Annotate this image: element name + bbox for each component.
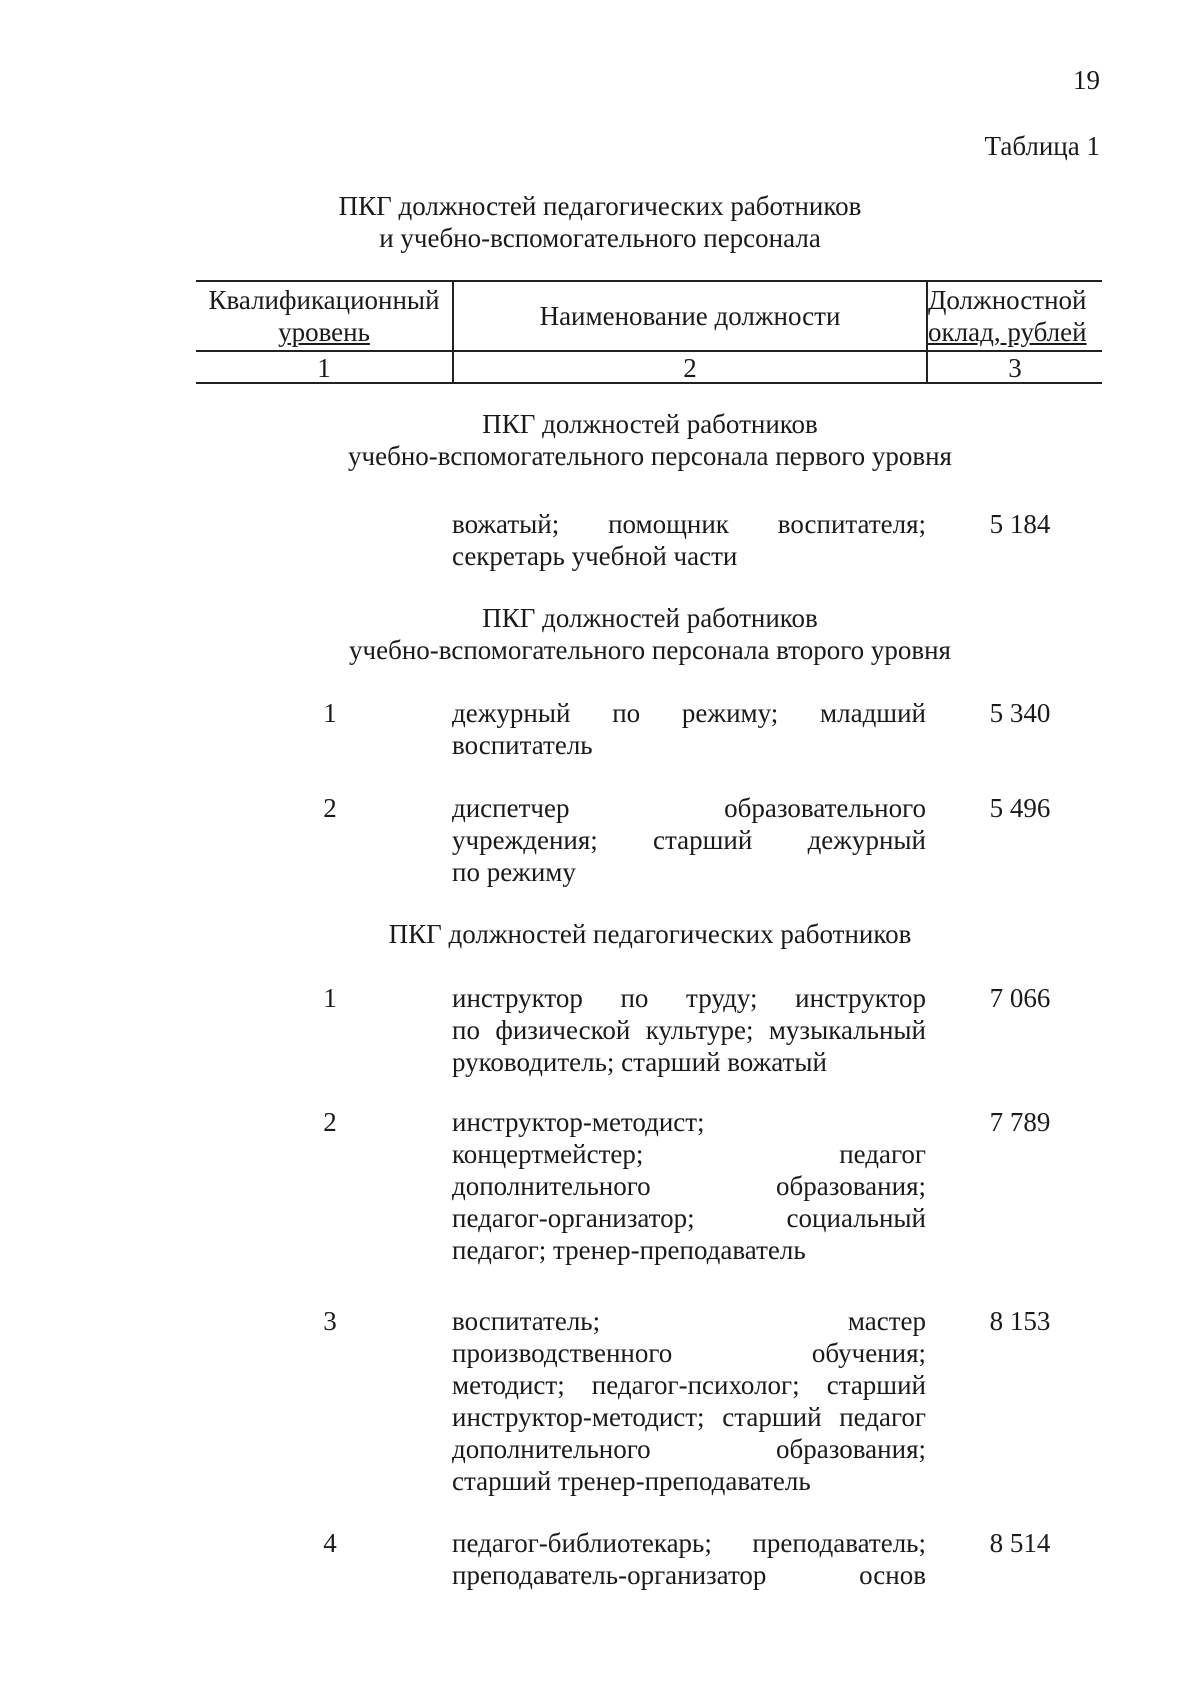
position-line: инструктор-методист; xyxy=(452,1107,705,1137)
salary-value: 7 066 xyxy=(989,983,1051,1013)
position-line: старший тренер-преподаватель xyxy=(452,1466,811,1496)
position-line: преподаватель-организатор основ xyxy=(452,1560,926,1590)
header-number-3: 3 xyxy=(1008,353,1022,383)
salary-value: 7 789 xyxy=(989,1107,1051,1137)
qualification-level: 2 xyxy=(323,793,337,823)
qualification-level: 2 xyxy=(323,1107,337,1137)
title-line: ПКГ должностей педагогических работников xyxy=(338,191,862,221)
header-level-line: Квалификационный xyxy=(208,285,440,315)
position-names xyxy=(452,1527,926,1591)
header-position: Наименование должности xyxy=(539,301,841,331)
section-title xyxy=(200,602,1100,666)
position-names xyxy=(452,792,926,888)
section-title-line: ПКГ должностей работников xyxy=(482,603,818,633)
salary-value: 8 153 xyxy=(989,1306,1051,1336)
salary-value: 5 496 xyxy=(989,793,1051,823)
position-line: руководитель; старший вожатый xyxy=(452,1047,827,1077)
header-level xyxy=(196,284,452,348)
position-names xyxy=(452,508,926,572)
table-top-rule xyxy=(196,280,1102,282)
position-line: дополнительного образования; xyxy=(452,1434,926,1464)
position-line: вожатый; помощник воспитателя; xyxy=(452,509,926,539)
position-line: инструктор по труду; инструктор xyxy=(452,983,926,1013)
section-title-line: ПКГ должностей педагогических работников xyxy=(388,919,912,949)
position-line: дополнительного образования; xyxy=(452,1171,926,1201)
qualification-level: 1 xyxy=(323,983,337,1013)
position-line: воспитатель; мастер xyxy=(452,1306,926,1336)
section-title-line: ПКГ должностей работников xyxy=(482,409,818,439)
header-salary-line: Должностной xyxy=(928,285,1087,315)
header-number-1: 1 xyxy=(317,353,331,383)
position-line: по физической культуре; музыкальный xyxy=(452,1015,926,1045)
header-salary xyxy=(928,284,1102,348)
position-line: по режиму xyxy=(452,857,576,887)
position-line: методист; педагог-психолог; старший xyxy=(452,1370,926,1400)
position-line: воспитатель xyxy=(452,730,593,760)
section-title-line: учебно-вспомогательного персонала первого уровня xyxy=(348,441,952,471)
position-names xyxy=(452,697,926,761)
page-number: 19 xyxy=(1073,65,1100,95)
salary-value: 5 184 xyxy=(989,509,1051,539)
title-line: и учебно-вспомогательного персонала xyxy=(379,223,821,253)
position-line: секретарь учебной части xyxy=(452,541,738,571)
salary-value: 5 340 xyxy=(989,698,1051,728)
position-line: педагог-библиотекарь; преподаватель; xyxy=(452,1528,926,1558)
header-level-line: уровень xyxy=(278,317,370,347)
qualification-level: 3 xyxy=(323,1306,337,1336)
salary-value: 8 514 xyxy=(989,1528,1051,1558)
position-line: дежурный по режиму; младший xyxy=(452,698,926,728)
section-title xyxy=(200,408,1100,472)
position-line: концертмейстер; педагог xyxy=(452,1139,926,1169)
position-line: педагог; тренер-преподаватель xyxy=(452,1235,806,1265)
header-number-2: 2 xyxy=(683,353,697,383)
qualification-level: 4 xyxy=(323,1528,337,1558)
position-line: производственного обучения; xyxy=(452,1338,926,1368)
qualification-level: 1 xyxy=(323,698,337,728)
position-line: учреждения; старший дежурный xyxy=(452,825,926,855)
position-line: диспетчер образовательного xyxy=(452,793,926,823)
document-title xyxy=(150,190,1050,254)
section-title xyxy=(200,918,1100,950)
section-title-line: учебно-вспомогательного персонала второго уровня xyxy=(349,635,951,665)
position-names xyxy=(452,1106,926,1266)
position-line: педагог-организатор; социальный xyxy=(452,1203,926,1233)
position-line: инструктор-методист; старший педагог xyxy=(452,1402,926,1432)
position-names xyxy=(452,982,926,1078)
header-salary-line: оклад, рублей xyxy=(928,317,1087,347)
table-label: Таблица 1 xyxy=(984,131,1100,161)
position-names xyxy=(452,1305,926,1497)
